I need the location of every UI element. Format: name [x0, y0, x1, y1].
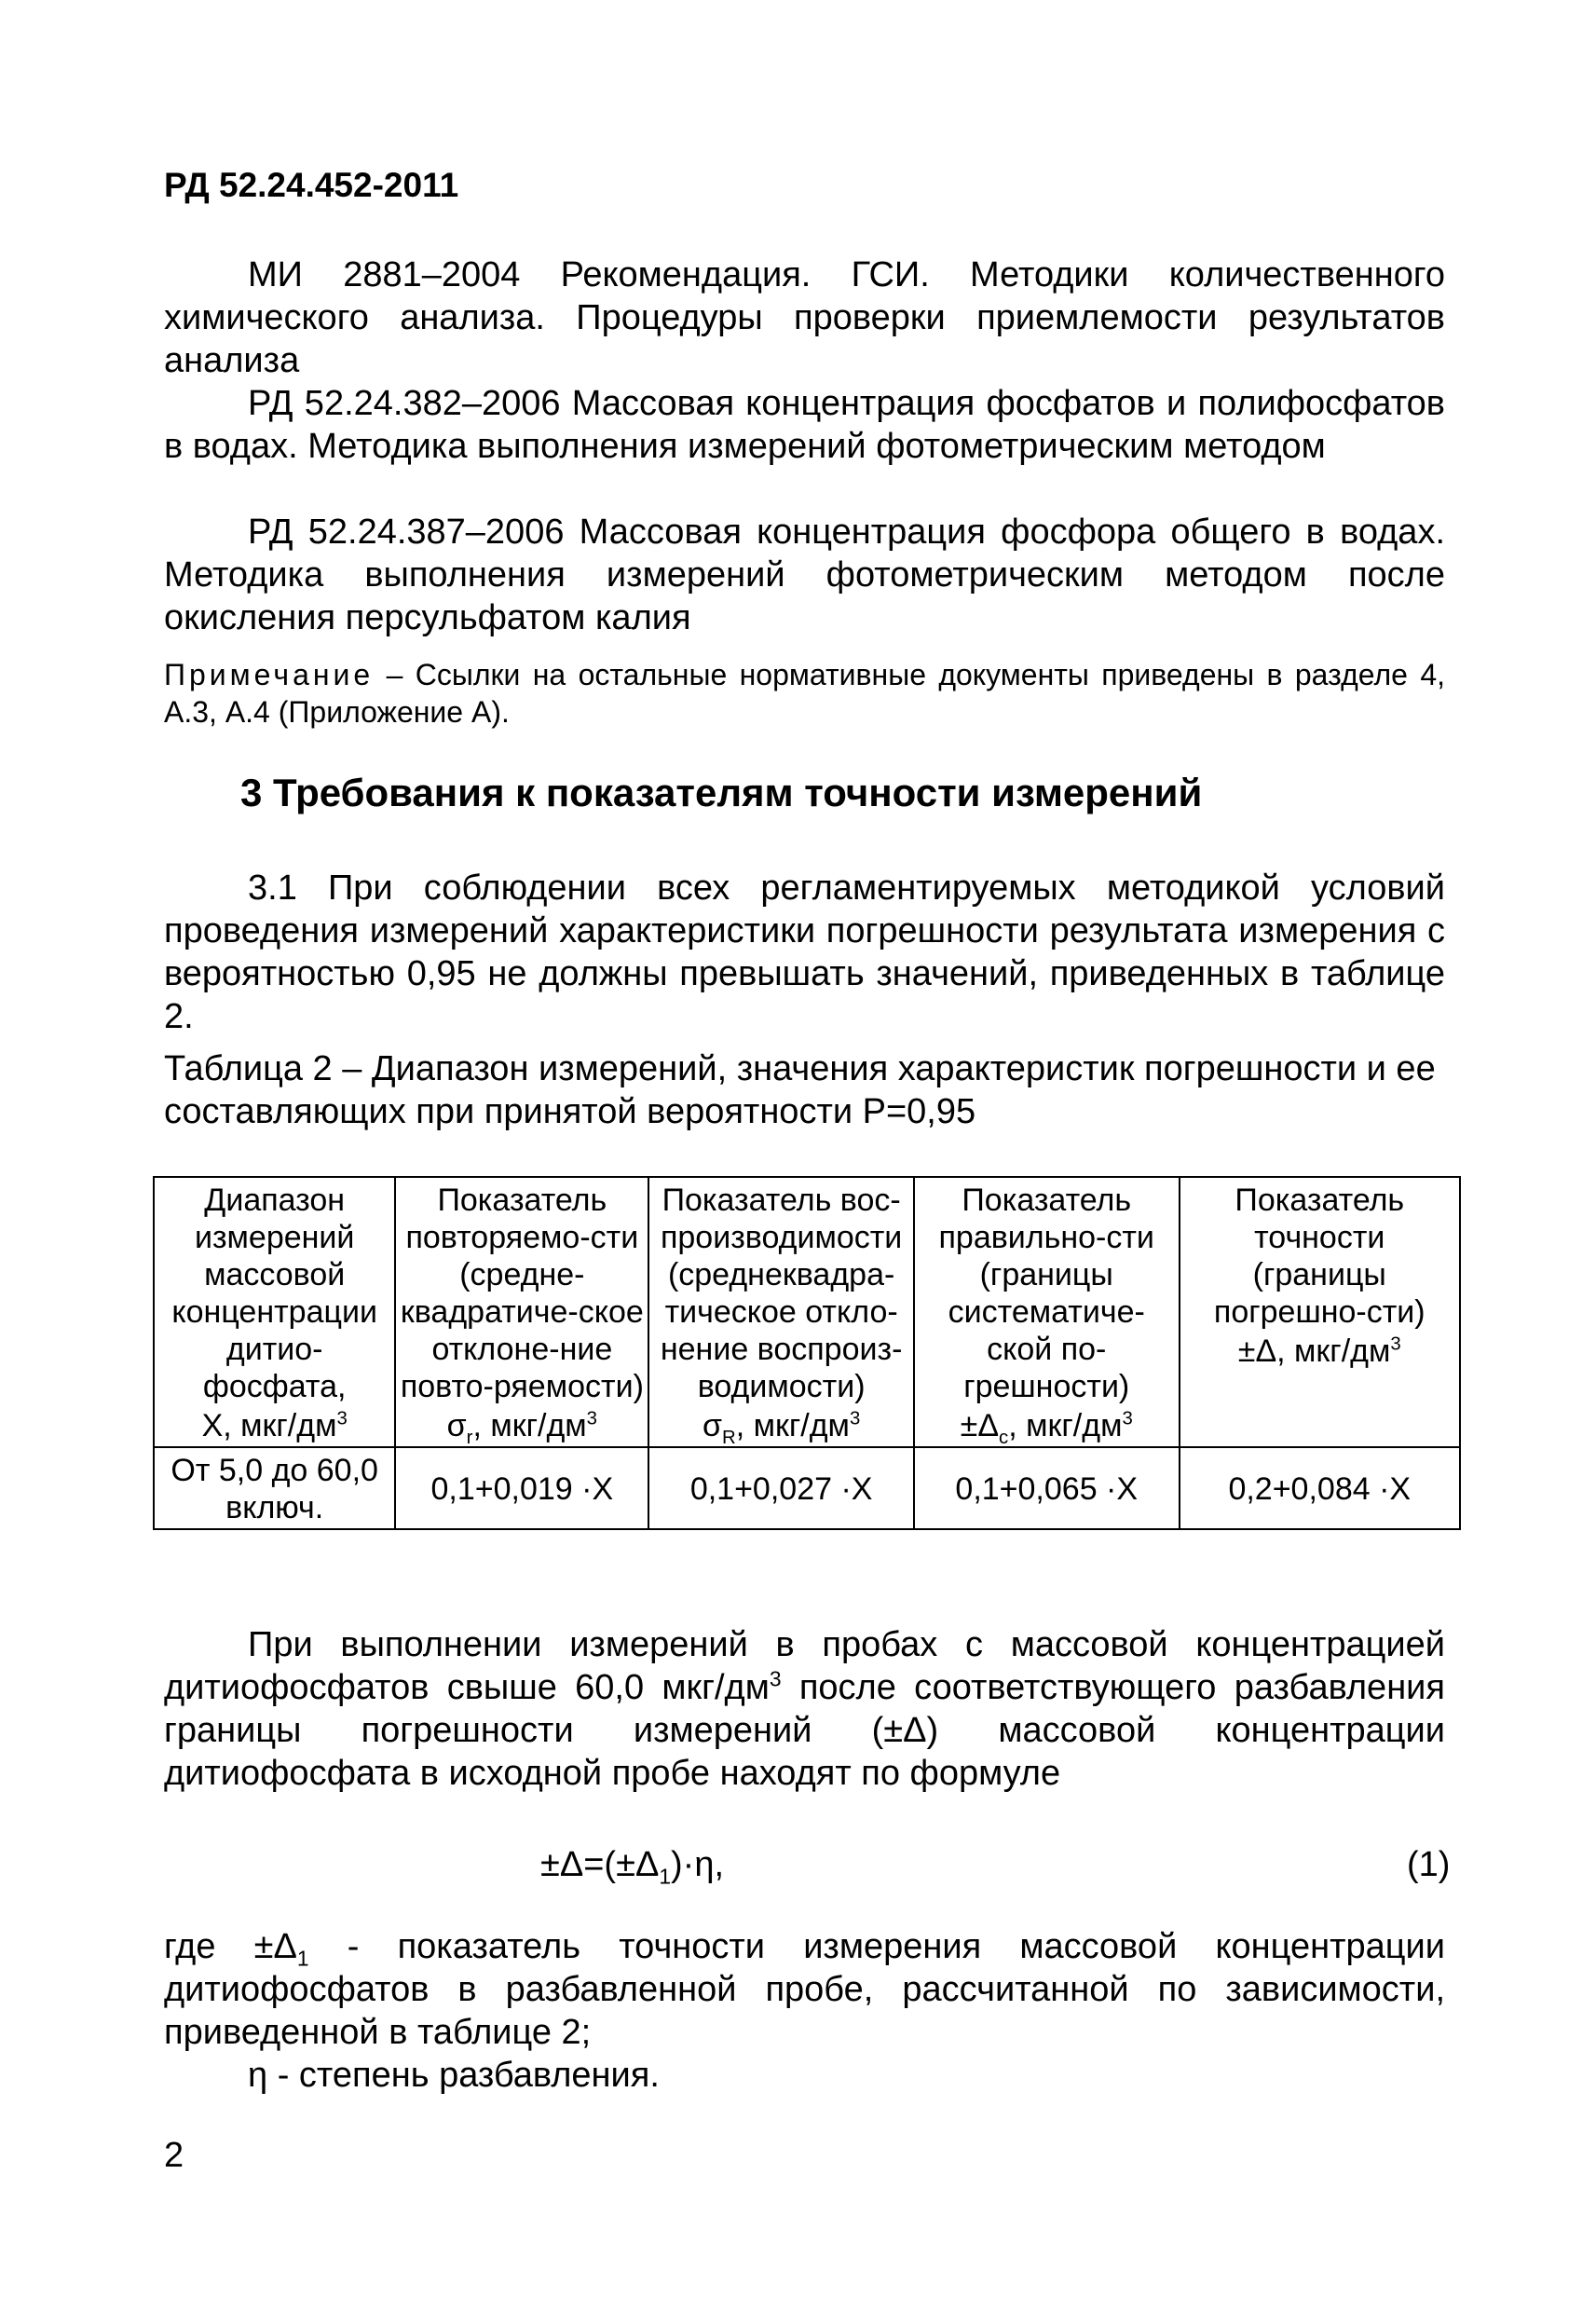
- table-cell-trueness: 0,1+0,065 ·Х: [914, 1447, 1180, 1529]
- table-header-row: [154, 1177, 1460, 1447]
- table-header-cell: Показатель правильно-сти (границы систематиче-ской по-грешности) $\pm\Delta_c$, мкг/$дм^3$: [914, 1177, 1180, 1447]
- note-text: – Ссылки на остальные нормативные документы приведены в разделе 4, А.3, А.4 (Приложение А).: [164, 658, 1445, 729]
- section-heading: 3 Требования к показателям точности измерений: [240, 771, 1203, 814]
- accuracy-table: [153, 1176, 1461, 1530]
- table-header-cell: Показатель вос-производимости (среднеквадра-тическое откло-нение воспроиз-водимости) $\sigma_R$, мкг/$дм^3$: [648, 1177, 914, 1447]
- paragraph-3-1: 3.1 При соблюдении всех регламентируемых методикой условий проведения измерений характеристики погрешности результата измерения с вероятностью 0,95 не должны превышать значений, приведенных в таблице 2.: [164, 868, 1445, 1036]
- note: [164, 656, 1445, 731]
- table-header-cell: Показатель точности (границы погрешно-сти) ±Δ, мкг/$дм^3$: [1180, 1177, 1460, 1447]
- table-cell-range: От 5,0 до 60,0 включ.: [154, 1447, 395, 1529]
- table-row: [154, 1447, 1460, 1529]
- page-number: 2: [164, 2136, 184, 2175]
- paragraph-dilution: При выполнении измерений в пробах с массовой концентрацией дитиофосфатов свыше 60,0 мкг/$дм^3$ после соответствующего разбавления границы погрешности измерений (±Δ) массовой концентрации дитиофосфата в исходной пробе находят по формуле: [164, 1625, 1445, 1793]
- table-header-cell: Диапазон измерений массовой концентрации дитио-фосфата, Х, мкг/$дм^3$: [154, 1177, 395, 1447]
- eta-definition: η - степень разбавления.: [248, 2056, 660, 2095]
- document-code: РД 52.24.452-2011: [164, 166, 459, 204]
- reference-rd-382: РД 52.24.382–2006 Массовая концентрация фосфатов и полифосфатов в водах. Методика выполнения измерений фотометрическим методом: [164, 384, 1445, 466]
- where-definition: где $\pm\Delta_1$ - показатель точности измерения массовой концентрации дитиофосфатов в разбавленной пробе, рассчитанной по зависимости, приведенной в таблице 2;: [164, 1927, 1445, 2052]
- reference-mi-2881: МИ 2881–2004 Рекомендация. ГСИ. Методики количественного химического анализа. Процедуры проверки приемлемости результатов анализа: [164, 255, 1445, 380]
- table-header-cell: Показатель повторяемо-сти (средне-квадратиче-ское отклоне-ние повто-ряемости) $\sigma_r$, мкг/$дм^3$: [395, 1177, 648, 1447]
- table-cell-reproducibility: 0,1+0,027 ·Х: [648, 1447, 914, 1529]
- formula: $\pm\Delta=(\pm\Delta_1)\cdot\eta$,: [540, 1845, 725, 1889]
- table-cell-accuracy: 0,2+0,084 ·Х: [1180, 1447, 1460, 1529]
- table-caption: Таблица 2 – Диапазон измерений, значения характеристик погрешности и ее составляющих при принятой вероятности P=0,95: [164, 1049, 1436, 1131]
- formula-number: (1): [1407, 1845, 1451, 1884]
- table-cell-repeatability: 0,1+0,019 ·Х: [395, 1447, 648, 1529]
- note-label: Примечание: [164, 658, 375, 691]
- reference-rd-387: РД 52.24.387–2006 Массовая концентрация фосфора общего в водах. Методика выполнения измерений фотометрическим методом после окисления персульфатом калия: [164, 513, 1445, 637]
